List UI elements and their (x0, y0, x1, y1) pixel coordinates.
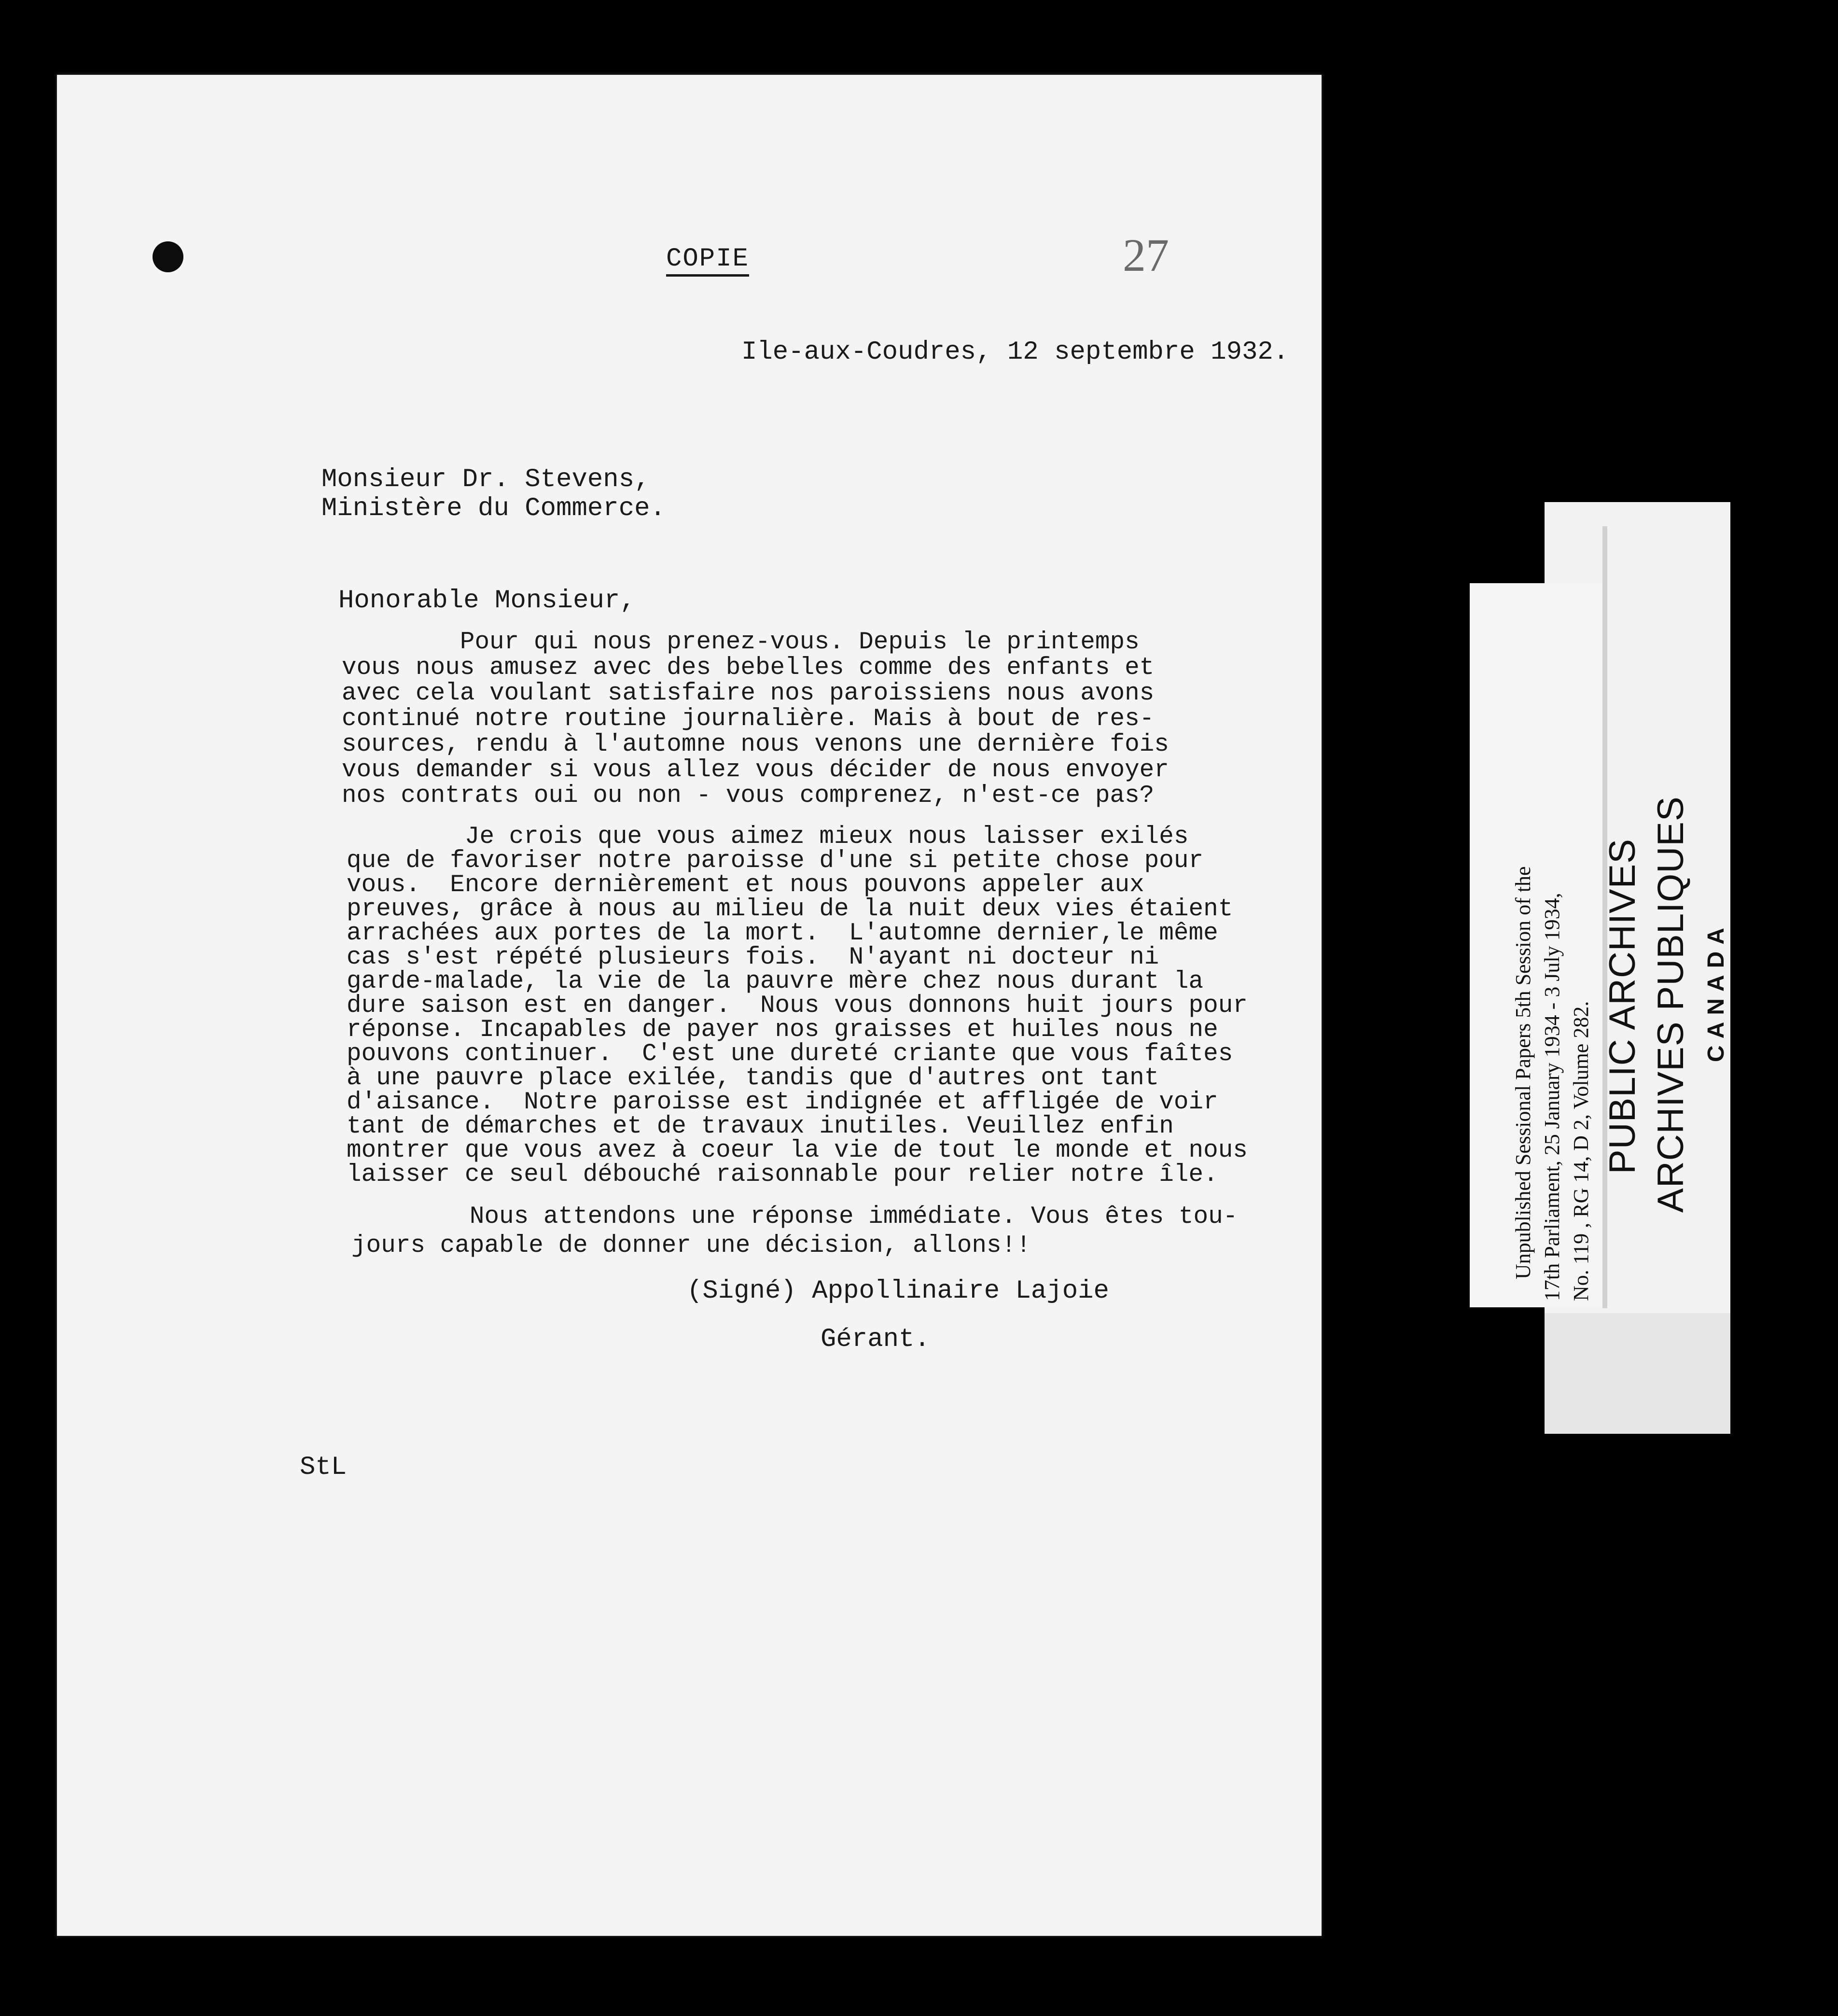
citation-line: No. 119 , RG 14, D 2, Volume 282. (1569, 1001, 1593, 1301)
paragraph-2-line: tant de démarches et de travaux inutiles. Veuillez enfin (347, 1113, 1174, 1140)
letter-page (57, 75, 1322, 1936)
paragraph-2-line: preuves, grâce à nous au milieu de la nuit deux vies étaient (347, 896, 1233, 923)
page-number: 27 (1123, 229, 1169, 281)
archive-stamp-line: PUBLIC ARCHIVES (1602, 839, 1643, 1174)
paragraph-1-line: avec cela voulant satisfaire nos paroissiens nous avons (342, 680, 1155, 707)
paragraph-1-line: sources, rendu à l'automne nous venons une dernière fois (342, 731, 1169, 758)
archive-stamp-line: ARCHIVES PUBLIQUES (1650, 796, 1691, 1213)
paragraph-1-line: vous nous amusez avec des bebelles comme des enfants et (342, 654, 1155, 682)
signer-title: Gérant. (821, 1325, 930, 1354)
dateline: Ile-aux-Coudres, 12 septembre 1932. (741, 337, 1289, 367)
paragraph-3-line: jours capable de donner une décision, allons!! (351, 1232, 1031, 1260)
citation-line: 17th Parliament, 25 January 1934 - 3 July 1934, (1540, 893, 1564, 1301)
paragraph-1-line: continué notre routine journalière. Mais à bout de res- (342, 705, 1155, 733)
signature: (Signé) Appollinaire Lajoie (687, 1276, 1109, 1306)
paragraph-2-line: Je crois que vous aimez mieux nous laisser exilés (347, 823, 1189, 851)
paragraph-2-line: d'aisance. Notre paroisse est indignée et affligée de voir (347, 1089, 1218, 1116)
paragraph-2-line: cas s'est répété plusieurs fois. N'ayant ni docteur ni (347, 944, 1159, 971)
paragraph-2-line: pouvons continuer. C'est une dureté criante que vous faîtes (347, 1040, 1233, 1068)
paragraph-2-line: réponse. Incapables de payer nos graisses et huiles nous ne (347, 1016, 1218, 1044)
paragraph-3-line: Nous attendons une réponse immédiate. Vous êtes tou- (351, 1203, 1238, 1231)
paragraph-1-line: nos contrats oui ou non - vous comprenez, n'est-ce pas? (342, 782, 1155, 810)
document-heading: COPIE (666, 246, 749, 277)
punch-hole (153, 241, 183, 272)
paragraph-2-line: vous. Encore dernièrement et nous pouvons appeler aux (347, 871, 1144, 899)
paragraph-2-line: arrachées aux portes de la mort. L'automne dernier,le même (347, 920, 1218, 947)
paragraph-2-line: dure saison est en danger. Nous vous donnons huit jours pour (347, 992, 1248, 1020)
citation-line: Unpublished Sessional Papers 5th Session of the (1511, 866, 1535, 1279)
paragraph-1-line: vous demander si vous allez vous décider de nous envoyer (342, 756, 1169, 784)
paragraph-2-line: laisser ce seul débouché raisonnable pour relier notre île. (347, 1161, 1218, 1189)
paragraph-2-line: montrer que vous avez à coeur la vie de tout le monde et nous (347, 1137, 1248, 1164)
addressee-name: Monsieur Dr. Stevens, (321, 465, 650, 494)
paragraph-1-line: Pour qui nous prenez-vous. Depuis le printemps (342, 629, 1140, 656)
salutation: Honorable Monsieur, (338, 586, 636, 616)
paragraph-2-line: que de favoriser notre paroisse d'une si petite chose pour (347, 847, 1204, 875)
typist-initials: StL (300, 1453, 347, 1482)
paragraph-2-line: à une pauvre place exilée, tandis que d'autres ont tant (347, 1064, 1159, 1092)
paragraph-2-line: garde-malade, la vie de la pauvre mère chez nous durant la (347, 968, 1204, 995)
addressee-department: Ministère du Commerce. (321, 494, 666, 523)
archive-stamp-country: CANADA (1703, 921, 1729, 1062)
archive-label-shade (1545, 1313, 1730, 1434)
